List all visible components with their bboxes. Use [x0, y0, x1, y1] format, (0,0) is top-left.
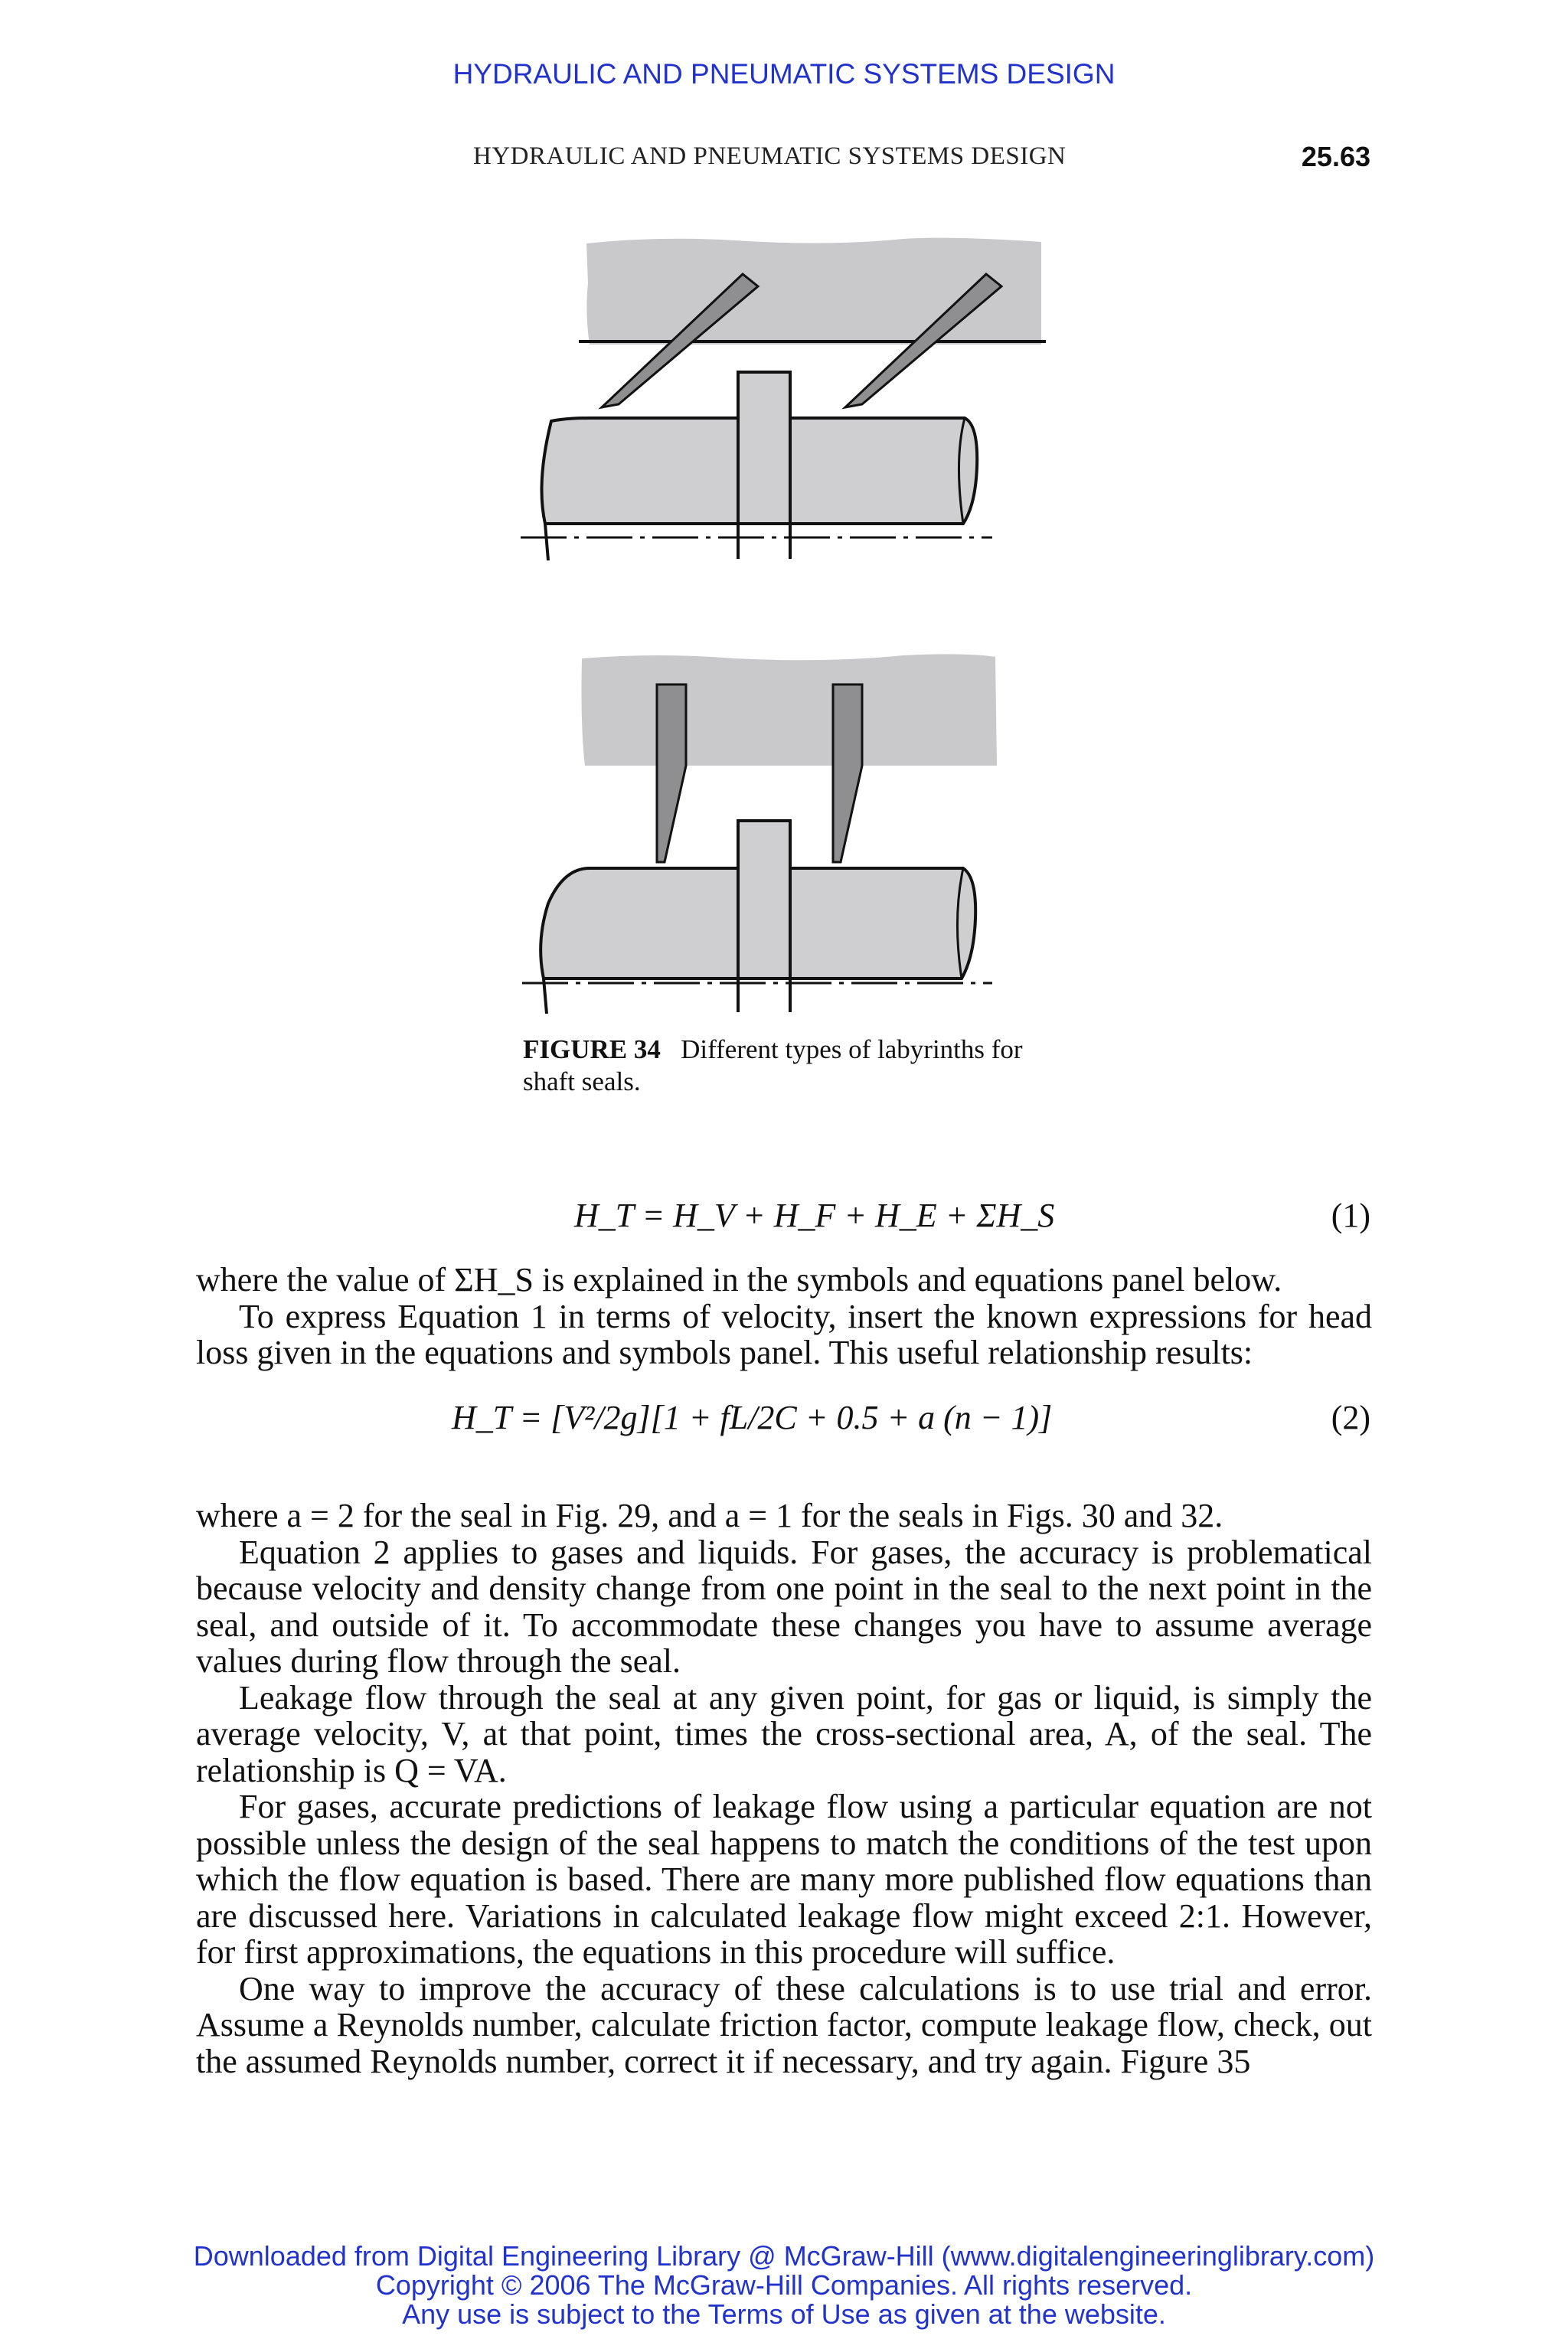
equation-1-expr: H_T = H_V + H_F + H_E + ΣH_S	[574, 1197, 1055, 1234]
running-head-title: HYDRAULIC AND PNEUMATIC SYSTEMS DESIGN	[473, 142, 1067, 170]
footer-terms[interactable]: Any use is subject to the Terms of Use as given at the website.	[402, 2298, 1166, 2330]
figure-caption-text: Different types of labyrinths for shaft seals.	[523, 1034, 1023, 1096]
figure-label: FIGURE 34	[523, 1034, 661, 1064]
running-head	[0, 142, 1568, 178]
paragraph: Leakage flow through the seal at any given point, for gas or liquid, is simply the average velocity, V, at that point, times the cross-sectional area, A, of the seal. The relationship is Q = VA.	[196, 1678, 1372, 1789]
text-block-a	[196, 1262, 1372, 1371]
text-block-b	[196, 1498, 1372, 2079]
lower-housing	[582, 654, 998, 766]
paragraph: where the value of ΣH_S is explained in the symbols and equations panel below.	[196, 1261, 1282, 1298]
equation-1-number: (1)	[1331, 1197, 1370, 1234]
upper-shaft-left-edge	[545, 524, 548, 560]
equation-2	[0, 1398, 1568, 1441]
labyrinth-seal-drawing	[505, 230, 1087, 1034]
figure-caption	[523, 1034, 1074, 1098]
paragraph: Equation 2 applies to gases and liquids. For gases, the accuracy is problematical because velocity and density change from one point in the seal to the next point in the seal, and outside of it. To accommodate these changes you have to assume average values during flow through the seal.	[196, 1533, 1372, 1680]
equation-2-number: (2)	[1331, 1399, 1370, 1436]
paragraph: One way to improve the accuracy of these calculations is to use trial and error. Assume a Reynolds number, calculate friction factor, compute leakage flow, check, out the assumed Reynolds number, correct it if necessary, and try again. Figure 35	[196, 1969, 1372, 2080]
paragraph: To express Equation 1 in terms of velocity, insert the known expressions for head loss given in the equations and symbols panel. This useful relationship results:	[196, 1297, 1372, 1371]
equation-1	[0, 1196, 1568, 1239]
paragraph: For gases, accurate predictions of leakage flow using a particular equation are not possible unless the design of the seal happens to match the conditions of the test upon which the flow equation is based. There are many more published flow equations than are discussed here. Variations in calculated leakage flow might exceed 2:1. However, for first approximations, the equations in this procedure will suffice.	[196, 1788, 1372, 1971]
upper-shaft	[542, 372, 978, 524]
page-number: 25.63	[1301, 141, 1370, 172]
footer-download-link[interactable]: Downloaded from Digital Engineering Library @ McGraw-Hill (www.digitalengineeringlibrary.com)	[193, 2240, 1375, 2272]
lower-tooth-left	[657, 684, 686, 862]
equation-2-expr: H_T = [V²/2g][1 + fL/2C + 0.5 + a (n − 1)]	[452, 1399, 1053, 1436]
lower-tooth-right	[833, 684, 862, 862]
lower-shaft	[541, 821, 975, 978]
paragraph: where a = 2 for the seal in Fig. 29, and a = 1 for the seals in Figs. 30 and 32.	[196, 1497, 1223, 1534]
footer	[0, 2242, 1568, 2329]
figure-labyrinth-seals	[505, 230, 1087, 1034]
top-link[interactable]: HYDRAULIC AND PNEUMATIC SYSTEMS DESIGN	[452, 58, 1116, 90]
footer-copyright: Copyright © 2006 The McGraw-Hill Companies. All rights reserved.	[375, 2269, 1193, 2301]
